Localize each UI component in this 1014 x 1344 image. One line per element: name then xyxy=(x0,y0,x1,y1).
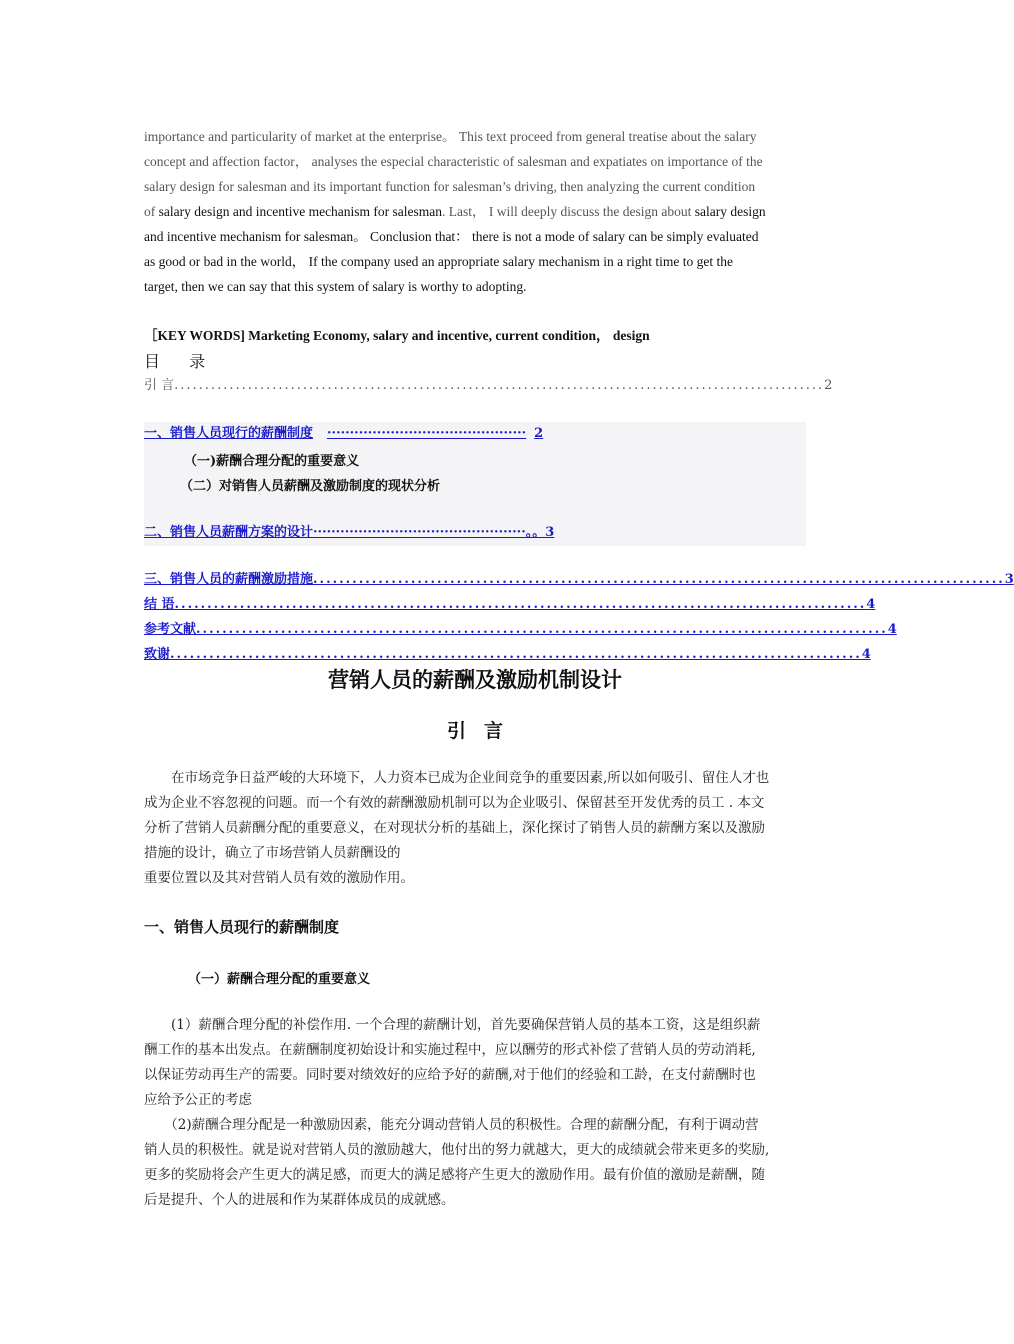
english-abstract xyxy=(144,124,806,299)
toc-item-acknowledgements[interactable]: 致谢 .......................................................................................................... 4 xyxy=(144,647,871,662)
paragraph-line: (1）薪酬合理分配的补偿作用. 一个合理的薪酬计划，首先要确保营销人员的基本工资，这是组织薪 xyxy=(144,1017,761,1033)
body-paragraphs xyxy=(144,1013,806,1213)
paragraph-line: 分析了营销人员薪酬分配的重要意义，在对现状分析的基础上，深化探讨了销售人员的薪酬方案以及激励 xyxy=(144,820,765,836)
abstract-line: salary design for salesman and its important function for salesman’s driving, then analyzing the current condition xyxy=(144,179,756,194)
toc-item-chapter3[interactable]: 三、销售人员的薪酬激励措施 .......................................................................................................... 3 xyxy=(144,572,1014,587)
paragraph-line: 应给予公正的考虑 xyxy=(144,1092,252,1108)
abstract-line: and incentive mechanism for salesman。 Conclusion that： there is not a mode of salary can be simply evaluated xyxy=(144,229,759,244)
paragraph-line: （2)薪酬合理分配是一种激励因素，能充分调动营销人员的积极性。合理的薪酬分配，有利于调动营 xyxy=(144,1117,759,1133)
intro-heading: 引言 xyxy=(446,720,521,742)
paragraph-line: 在市场竞争日益严峻的大环境下，人力资本已成为企业间竞争的重要因素,所以如何吸引、留住人才也 xyxy=(144,770,770,786)
paragraph-line: 更多的奖励将会产生更大的满足感，而更大的满足感将产生更大的激励作用。最有价值的激励是薪酬，随 xyxy=(144,1167,765,1183)
toc-item-chapter1-section1[interactable]: （一)薪酬合理分配的重要意义 xyxy=(184,454,360,469)
chapter1-heading: 一、销售人员现行的薪酬制度 xyxy=(144,918,340,936)
paragraph-line: 酬工作的基本出发点。在薪酬制度初始设计和实施过程中，应以酬劳的形式补偿了营销人员的劳动消耗, xyxy=(144,1042,756,1058)
document-title: 营销人员的薪酬及激励机制设计 xyxy=(328,667,622,692)
abstract-line: concept and affection factor， analyses the especial characteristic of salesman and expatiates on importance of the xyxy=(144,154,763,169)
toc-item-chapter1-section2[interactable]: （二）对销售人员薪酬及激励制度的现状分析 xyxy=(180,479,441,494)
paragraph-line: 销人员的积极性。就是说对营销人员的激励越大，他付出的努力就越大，更大的成绩就会带来更多的奖励, xyxy=(144,1142,770,1158)
toc-item-intro[interactable]: 引 言 .......................................................................................................... 2 xyxy=(144,378,833,393)
section1-heading: （一）薪酬合理分配的重要意义 xyxy=(188,972,371,987)
abstract-line: target, then we can say that this system of salary is worthy to adopting. xyxy=(144,279,527,294)
toc-item-chapter2[interactable]: 二、销售人员薪酬方案的设计 ···············································。。 3 xyxy=(144,525,555,540)
paragraph-line: 措施的设计，确立了市场营销人员薪酬设的 xyxy=(144,845,401,861)
toc-item-conclusion[interactable]: 结 语 .......................................................................................................... 4 xyxy=(144,597,876,612)
toc-item-references[interactable]: 参考文献 .......................................................................................................... 4 xyxy=(144,622,897,637)
toc-heading: 目 录 xyxy=(144,352,218,371)
keywords: ［KEY WORDS] Marketing Economy, salary and incentive, current condition， design xyxy=(144,328,650,343)
paragraph-line: 成为企业不容忽视的问题。而一个有效的薪酬激励机制可以为企业吸引、保留甚至开发优秀的员工 . 本文 xyxy=(144,795,765,811)
toc-item-chapter1[interactable]: 一、销售人员现行的薪酬制度 ············································ 2 xyxy=(144,426,544,441)
paragraph-line: 以保证劳动再生产的需要。同时要对绩效好的应给予好的薪酬,对于他们的经验和工龄，在支付薪酬时也 xyxy=(144,1067,756,1083)
paragraph-line: 后是提升、个人的进展和作为某群体成员的成就感。 xyxy=(144,1192,455,1208)
paragraph-line: 重要位置以及其对营销人员有效的激励作用。 xyxy=(144,870,414,886)
intro-paragraph xyxy=(144,766,806,891)
abstract-line: of salary design and incentive mechanism for salesman. Last， I will deeply discuss the design about salary design xyxy=(144,204,766,219)
abstract-line: as good or bad in the world， If the company used an appropriate salary mechanism in a right time to get the xyxy=(144,254,733,269)
abstract-line: importance and particularity of market at the enterprise。 This text proceed from general treatise about the salary xyxy=(144,129,757,144)
